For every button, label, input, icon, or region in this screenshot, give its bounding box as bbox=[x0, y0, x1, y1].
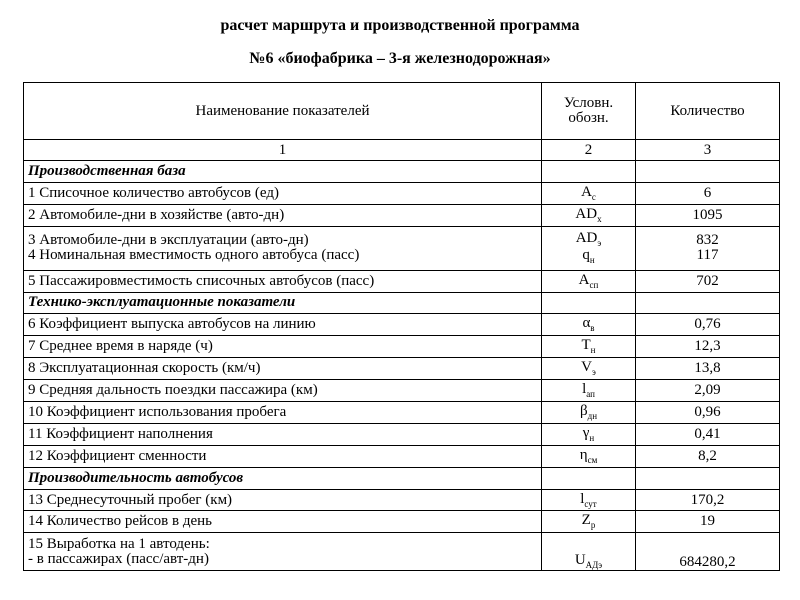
symbol-cell: $\eta_{см}$ bbox=[542, 445, 636, 467]
symbol-cell: $\beta_{дн}$ bbox=[542, 402, 636, 424]
header-quantity: Количество bbox=[636, 83, 780, 140]
symbol-subscript: э bbox=[597, 238, 602, 249]
col-number: 3 bbox=[636, 140, 780, 161]
indicator-name: 1 Списочное количество автобусов (ед) bbox=[24, 183, 542, 205]
section-title: Технико-эксплуатационные показатели bbox=[24, 292, 542, 314]
symbol-subscript: p bbox=[590, 520, 596, 531]
symbol-cell: $AD_x$ bbox=[542, 204, 636, 226]
table-row bbox=[24, 270, 780, 292]
table-row bbox=[24, 226, 780, 270]
table-row bbox=[24, 336, 780, 358]
indicator-name: 6 Коэффициент выпуска автобусов на линию bbox=[24, 314, 542, 336]
col-number: 1 bbox=[24, 140, 542, 161]
indicator-name: 7 Среднее время в наряде (ч) bbox=[24, 336, 542, 358]
symbol-subscript: сут bbox=[584, 498, 597, 509]
section-title: Производительность автобусов bbox=[24, 467, 542, 489]
table-row bbox=[24, 511, 780, 533]
table-row bbox=[24, 402, 780, 424]
section-title: Производственная база bbox=[24, 161, 542, 183]
table-row bbox=[24, 314, 780, 336]
empty-cell bbox=[542, 467, 636, 489]
empty-cell bbox=[542, 161, 636, 183]
indicator-name: 12 Коэффициент сменности bbox=[24, 445, 542, 467]
indicator-name: 8 Эксплуатационная скорость (км/ч) bbox=[24, 358, 542, 380]
page-title: расчет маршрута и производственной программа bbox=[220, 17, 580, 34]
symbol-line: $AD_э$ bbox=[575, 230, 602, 249]
table-row bbox=[24, 380, 780, 402]
indicator-name: 14 Количество рейсов в день bbox=[24, 511, 542, 533]
indicator-value bbox=[636, 226, 780, 270]
header-symbol: Условн. обозн. bbox=[542, 83, 636, 140]
indicator-name bbox=[24, 533, 542, 571]
indicator-name-line: - в пассажирах (пасс/авт-дн) bbox=[28, 550, 209, 567]
indicator-value: 2,09 bbox=[636, 380, 780, 402]
indicator-value: 13,8 bbox=[636, 358, 780, 380]
indicator-value: 12,3 bbox=[636, 336, 780, 358]
indicator-value: 684280,2 bbox=[636, 533, 780, 571]
symbol-cell: $V_э$ bbox=[542, 358, 636, 380]
indicator-name-line: 3 Автомобиле-дни в эксплуатации (авто-дн) bbox=[28, 232, 309, 249]
symbol-subscript: c bbox=[591, 192, 596, 203]
table-row bbox=[24, 533, 780, 571]
indicator-name bbox=[24, 226, 542, 270]
symbol-subscript: сп bbox=[589, 279, 599, 290]
symbol-cell bbox=[542, 226, 636, 270]
indicator-value: 0,76 bbox=[636, 314, 780, 336]
indicator-value: 8,2 bbox=[636, 445, 780, 467]
indicator-value: 0,96 bbox=[636, 402, 780, 424]
table-row bbox=[24, 204, 780, 226]
symbol-cell: $U_{АДэ}$ bbox=[542, 533, 636, 571]
value-line: 832 bbox=[696, 232, 719, 249]
column-number-row bbox=[24, 140, 780, 161]
symbol-subscript: н bbox=[590, 345, 596, 356]
empty-cell bbox=[542, 292, 636, 314]
section-row bbox=[24, 292, 780, 314]
col-number: 2 bbox=[542, 140, 636, 161]
indicators-table bbox=[23, 82, 780, 571]
section-row bbox=[24, 467, 780, 489]
indicator-name-line: 4 Номинальная вместимость одного автобуса (пасс) bbox=[28, 247, 360, 264]
table-row bbox=[24, 183, 780, 205]
symbol-subscript: дн bbox=[587, 410, 598, 421]
indicators-table-container bbox=[23, 82, 779, 571]
indicator-name: 2 Автомобиле-дни в хозяйстве (авто-дн) bbox=[24, 204, 542, 226]
page-subtitle: №6 «биофабрика – 3-я железнодорожная» bbox=[249, 50, 551, 67]
header-name: Наименование показателей bbox=[24, 83, 542, 140]
indicator-name: 13 Среднесуточный пробег (км) bbox=[24, 489, 542, 511]
symbol-cell: $A_{сп}$ bbox=[542, 270, 636, 292]
table-row bbox=[24, 445, 780, 467]
symbol-subscript: АДэ bbox=[585, 560, 603, 570]
indicator-name: 5 Пассажировместимость списочных автобусов (пасс) bbox=[24, 270, 542, 292]
value-line: 117 bbox=[696, 247, 719, 264]
indicator-name-line: 15 Выработка на 1 автодень: bbox=[28, 535, 210, 552]
section-row bbox=[24, 161, 780, 183]
symbol-cell: $l_{ап}$ bbox=[542, 380, 636, 402]
indicator-value: 1095 bbox=[636, 204, 780, 226]
symbol-subscript: см bbox=[587, 454, 598, 465]
indicator-value: 170,2 bbox=[636, 489, 780, 511]
symbol-cell: $l_{сут}$ bbox=[542, 489, 636, 511]
table-row bbox=[24, 489, 780, 511]
indicator-name: 10 Коэффициент использования пробега bbox=[24, 402, 542, 424]
symbol-subscript: x bbox=[597, 213, 602, 224]
empty-cell bbox=[636, 292, 780, 314]
symbol-subscript: н bbox=[589, 432, 595, 443]
symbol-subscript: в bbox=[590, 323, 595, 334]
symbol-cell: $\alpha_в$ bbox=[542, 314, 636, 336]
indicator-value: 6 bbox=[636, 183, 780, 205]
indicator-name: 11 Коэффициент наполнения bbox=[24, 423, 542, 445]
symbol-line: $q_н$ bbox=[582, 247, 595, 266]
symbol-cell: $A_c$ bbox=[542, 183, 636, 205]
indicator-value: 0,41 bbox=[636, 423, 780, 445]
symbol-cell: $\gamma_н$ bbox=[542, 423, 636, 445]
header-row bbox=[24, 83, 780, 140]
table-row bbox=[24, 358, 780, 380]
symbol-subscript: н bbox=[589, 255, 595, 266]
empty-cell bbox=[636, 161, 780, 183]
empty-cell bbox=[636, 467, 780, 489]
indicator-name: 9 Средняя дальность поездки пассажира (км) bbox=[24, 380, 542, 402]
indicator-value: 19 bbox=[636, 511, 780, 533]
indicator-value: 702 bbox=[636, 270, 780, 292]
symbol-subscript: э bbox=[591, 367, 596, 378]
symbol-cell: $Z_p$ bbox=[542, 511, 636, 533]
symbol-subscript: ап bbox=[586, 389, 595, 400]
table-row bbox=[24, 423, 780, 445]
symbol-cell: $T_н$ bbox=[542, 336, 636, 358]
